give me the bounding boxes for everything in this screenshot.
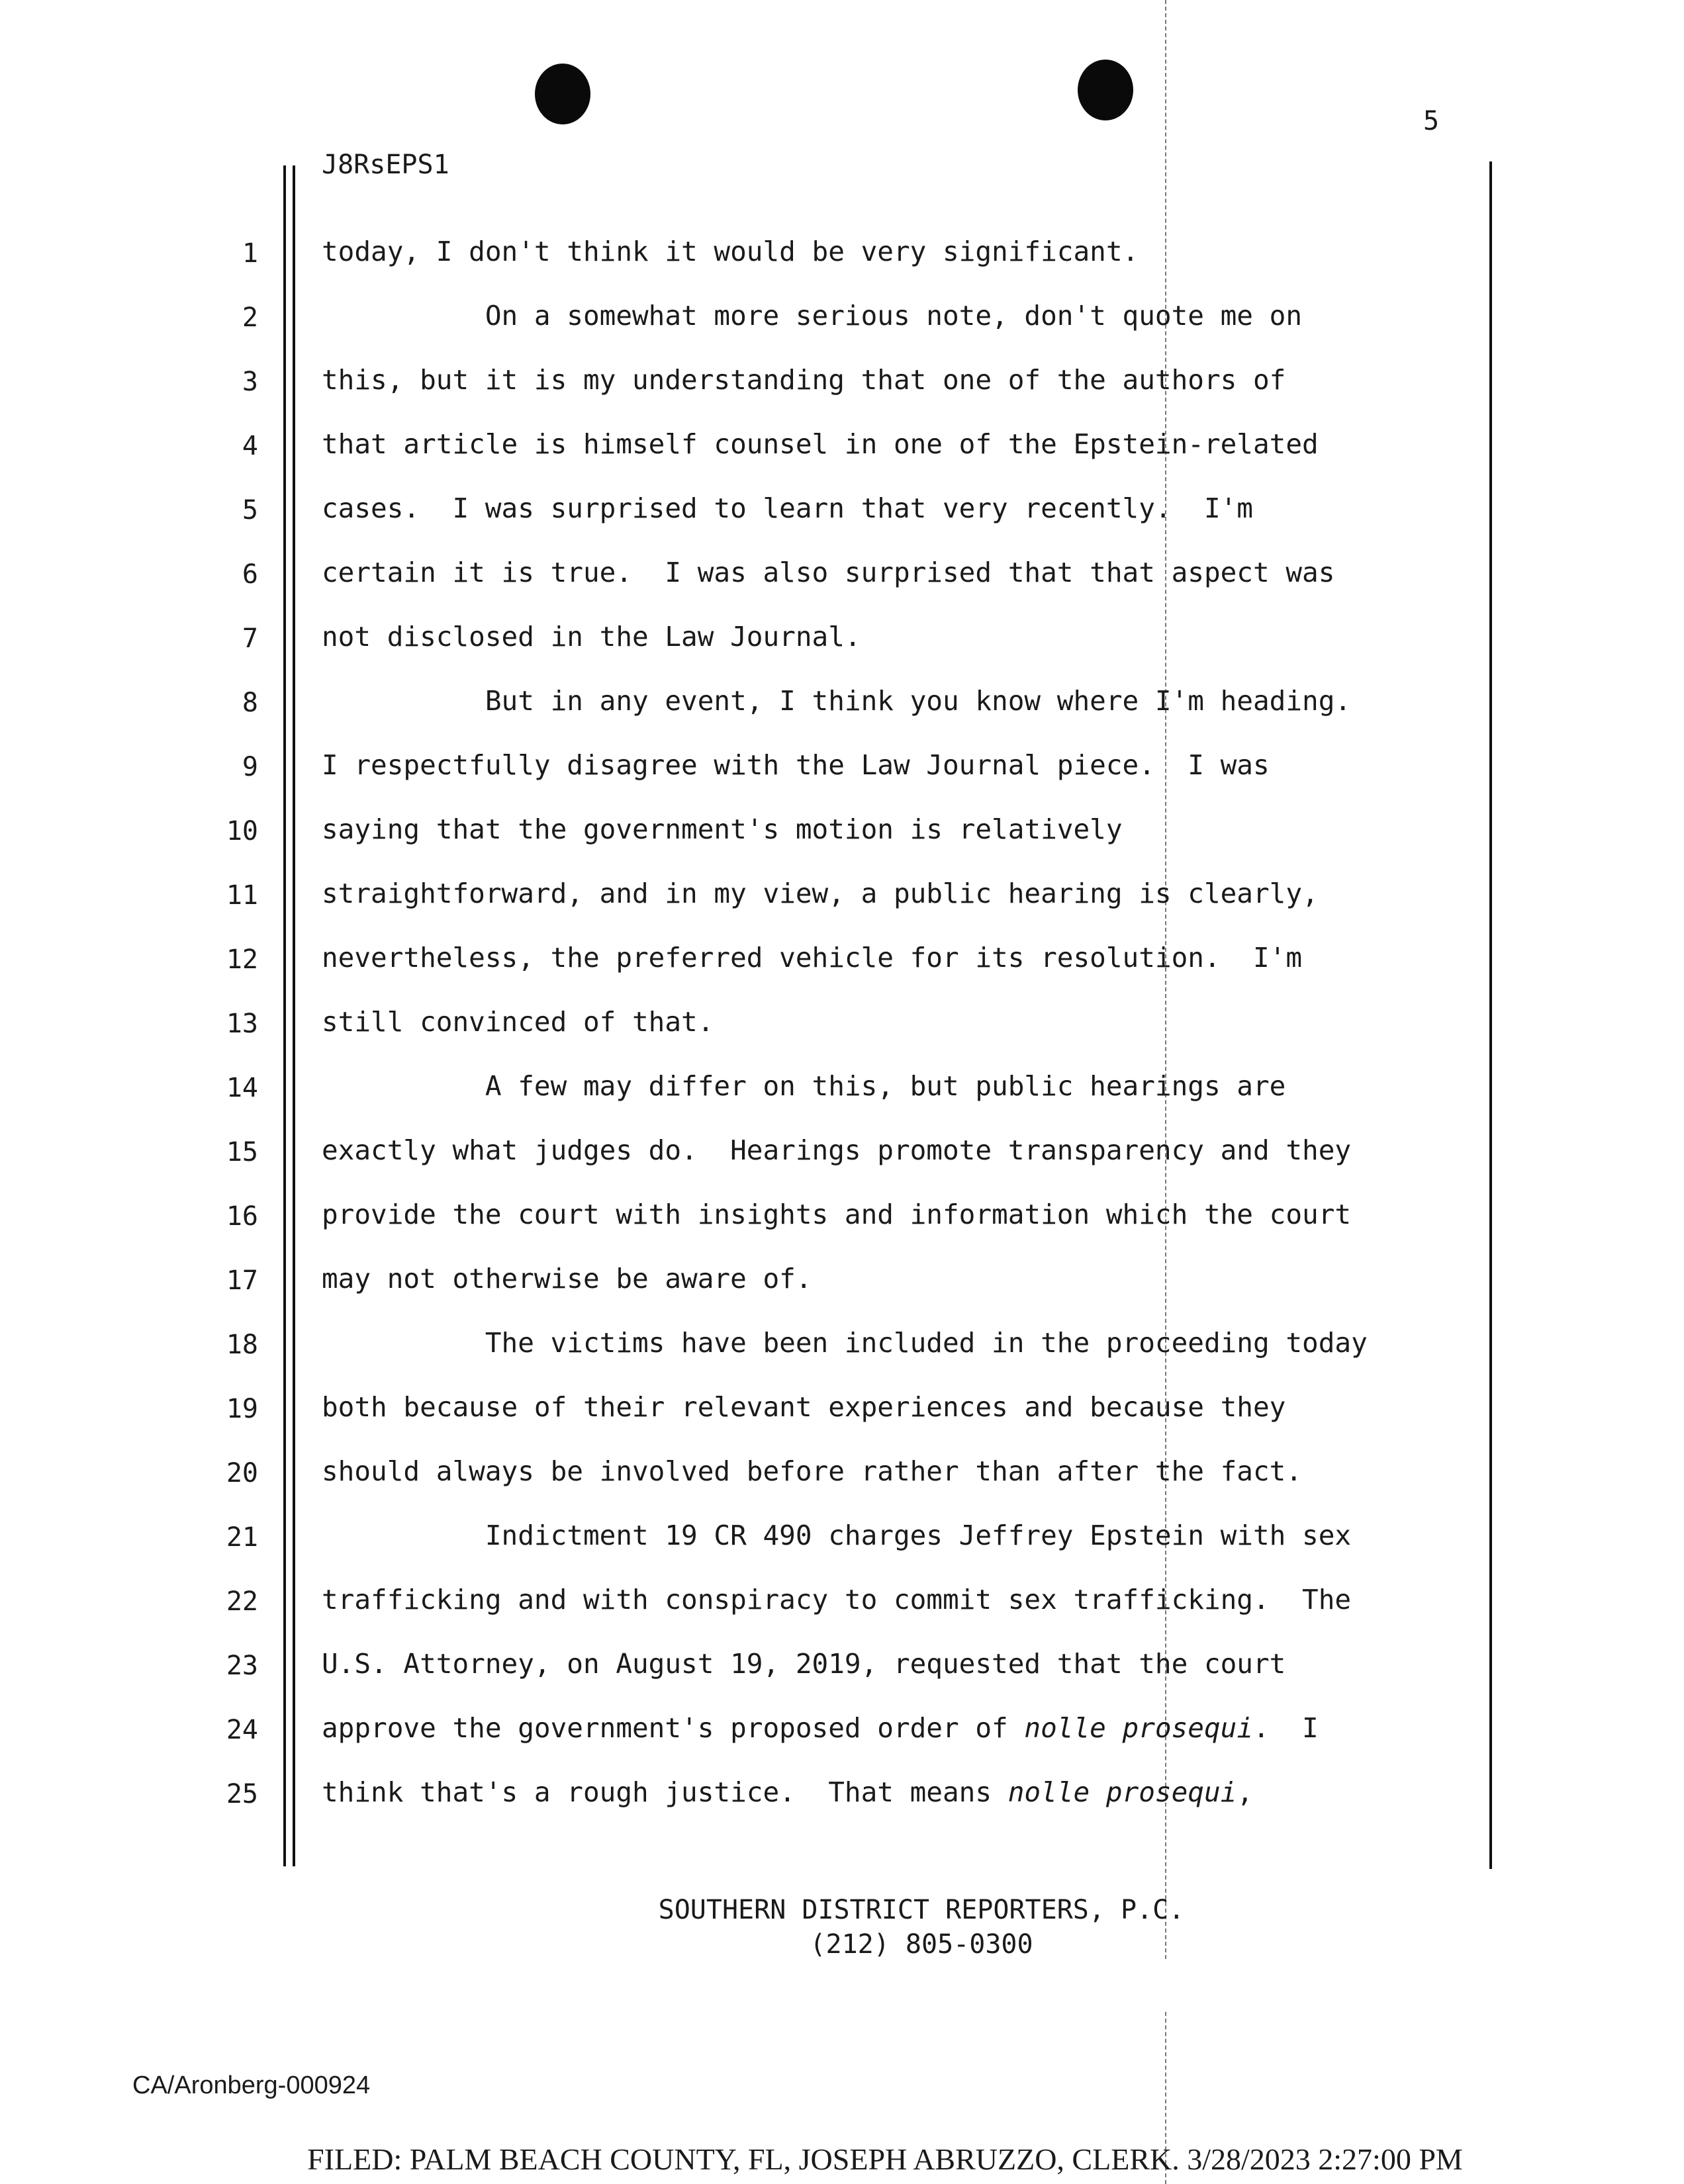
reporter-phone: (212) 805-0300 [810,1929,1033,1960]
transcript-line: not disclosed in the Law Journal. [322,621,861,653]
line-number: 7 [242,623,258,654]
line-number: 22 [226,1586,258,1617]
line-number: 16 [226,1201,258,1232]
transcript-line: Indictment 19 CR 490 charges Jeffrey Epstein with sex [322,1520,1352,1551]
punch-hole-right [1078,60,1133,120]
line-number: 20 [226,1458,258,1488]
line-number: 4 [242,431,258,461]
transcript-line: nevertheless, the preferred vehicle for its resolution. I'm [322,942,1303,974]
line-text: think that's a rough justice. That means [322,1776,1008,1808]
transcript-line: I respectfully disagree with the Law Journal piece. I was [322,749,1270,781]
transcript-line: straightforward, and in my view, a public hearing is clearly, [322,878,1319,909]
transcript-line: should always be involved before rather than after the fact. [322,1455,1303,1487]
transcript-line: The victims have been included in the proceeding today [322,1327,1368,1359]
line-number: 17 [226,1265,258,1296]
line-number: 18 [226,1330,258,1360]
transcript-line: On a somewhat more serious note, don't quote me on [322,300,1303,332]
line-number: 21 [226,1522,258,1553]
transcript-line [322,1776,1253,1808]
line-number: 23 [226,1651,258,1681]
reporter-block [0,1893,1684,1962]
line-number: 2 [242,302,258,333]
transcript-line [322,1712,1319,1744]
transcript-line: exactly what judges do. Hearings promote transparency and they [322,1134,1352,1166]
transcript-line: U.S. Attorney, on August 19, 2019, requested that the court [322,1648,1286,1680]
transcript-line: today, I don't think it would be very significant. [322,236,1139,267]
line-number: 13 [226,1009,258,1039]
filed-stamp: FILED: PALM BEACH COUNTY, FL, JOSEPH ABRUZZO, CLERK. 3/28/2023 2:27:00 PM [307,2142,1463,2176]
right-margin-rule [1489,161,1492,1869]
line-number: 3 [242,367,258,397]
transcript-line: certain it is true. I was also surprised that that aspect was [322,557,1335,588]
line-number: 1 [242,238,258,269]
line-text: . I [1253,1712,1319,1744]
transcript-line: both because of their relevant experiences and because they [322,1391,1286,1423]
line-number: 6 [242,559,258,590]
transcript-line: trafficking and with conspiracy to commit sex trafficking. The [322,1584,1352,1615]
line-text: approve the government's proposed order of [322,1712,1025,1744]
bates-number: CA/Aronberg-000924 [132,2071,371,2099]
line-number: 25 [226,1779,258,1809]
transcript-line: may not otherwise be aware of. [322,1263,812,1295]
page-number: 5 [1423,106,1440,136]
document-code: J8RsEPS1 [322,150,449,180]
transcript-line: saying that the government's motion is relatively [322,813,1123,845]
line-number: 19 [226,1394,258,1424]
line-text: , [1237,1776,1253,1808]
reporter-name: SOUTHERN DISTRICT REPORTERS, P.C. [658,1895,1185,1925]
transcript-line: A few may differ on this, but public hearings are [322,1070,1286,1102]
transcript-line: still convinced of that. [322,1006,714,1038]
line-number: 15 [226,1137,258,1167]
transcript-line: cases. I was surprised to learn that very recently. I'm [322,492,1253,524]
latin-term: nolle prosequi [1024,1712,1253,1744]
transcript-line: that article is himself counsel in one of the Epstein-related [322,428,1319,460]
left-margin-rule-outer [283,165,286,1866]
line-number: 12 [226,944,258,975]
line-number: 9 [242,752,258,782]
latin-term: nolle prosequi [1007,1776,1237,1808]
line-number: 5 [242,495,258,525]
punch-hole-left [535,64,590,124]
line-number: 11 [226,880,258,911]
line-number: 24 [226,1715,258,1745]
transcript-line: provide the court with insights and information which the court [322,1199,1352,1230]
line-number: 14 [226,1073,258,1103]
left-margin-rule-inner [293,165,295,1866]
transcript-line: this, but it is my understanding that one of the authors of [322,364,1286,396]
line-number: 8 [242,688,258,718]
transcript-line: But in any event, I think you know where I'm heading. [322,685,1352,717]
line-number: 10 [226,816,258,846]
